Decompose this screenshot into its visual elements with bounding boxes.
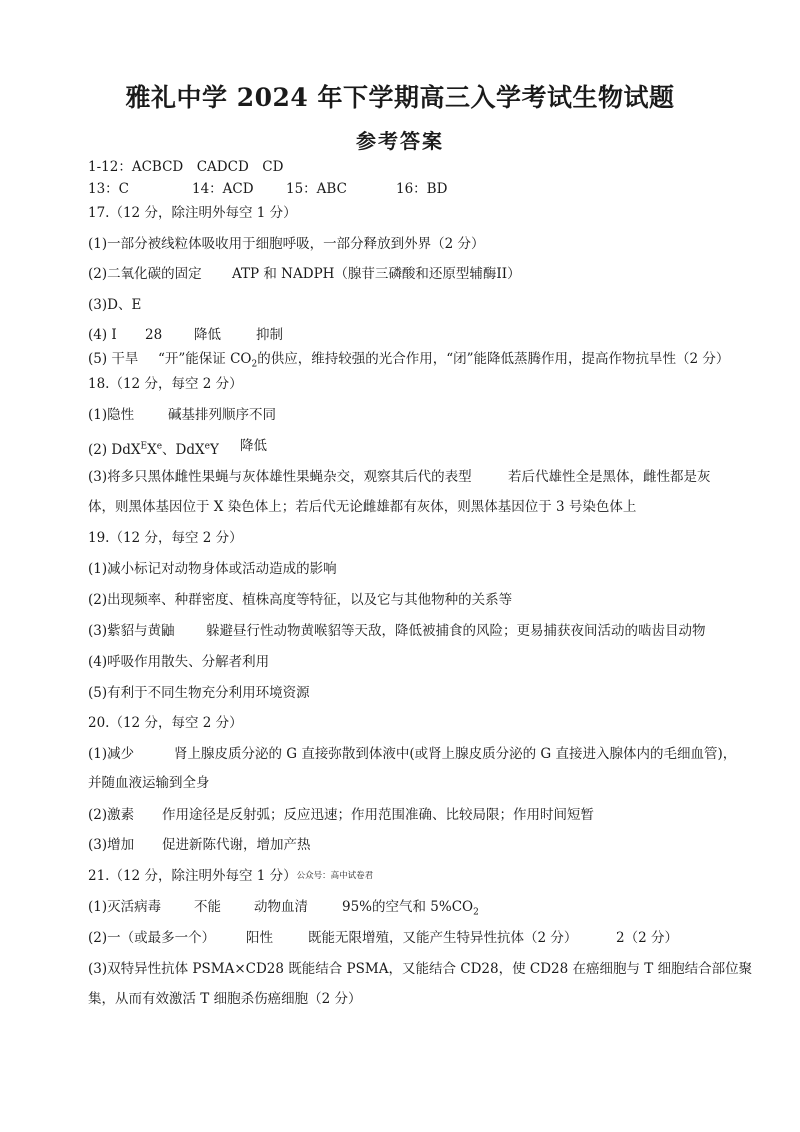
q18-answer-1 bbox=[88, 406, 768, 424]
q17-answer-5 bbox=[88, 350, 768, 368]
q18-a2-genotypes bbox=[88, 442, 219, 458]
q18-a3-part1: (3)将多只黑体雌性果蝇与灰体雄性果蝇杂交，观察其后代的表型 bbox=[88, 469, 472, 485]
q19-answer-1: (1)减小标记对动物身体或活动造成的影响 bbox=[88, 561, 337, 577]
q19-answer-4: (4)呼吸作用散失、分解者利用 bbox=[88, 654, 270, 670]
q21-a1-part3: 动物血清 bbox=[254, 899, 308, 915]
q21-answer-2 bbox=[88, 929, 768, 947]
q18-a2-t3: 、DdX bbox=[162, 441, 205, 458]
q18-answer-3-line2: 体，则黑体基因位于 X 染色体上；若后代无论雌雄都有灰体，则黑体基因位于 3 号染色体上 bbox=[88, 499, 637, 515]
q21-a2-part1: (2)一（或最多一个） bbox=[88, 930, 216, 946]
q18-answer-3-line1 bbox=[88, 468, 768, 486]
answer-14: 14：ACD bbox=[192, 181, 254, 197]
q19-answer-5: (5)有利于不同生物充分利用环境资源 bbox=[88, 685, 310, 701]
q21-a1-part4 bbox=[342, 898, 479, 922]
q21-a1-part2: 不能 bbox=[194, 899, 221, 915]
q20-a2-part2: 作用途径是反射弧；反应迅速；作用范围准确、比较局限；作用时间短暂 bbox=[162, 807, 594, 823]
answer-13: 13：C bbox=[88, 181, 130, 197]
q20-a1-part2: 肾上腺皮质分泌的 G 直接弥散到体液中(或肾上腺皮质分泌的 G 直接进入腺体内的毛细血管)， bbox=[174, 746, 737, 762]
q20-answer-3 bbox=[88, 836, 768, 854]
q17-a4-part1: (4) I bbox=[88, 327, 117, 343]
q18-a2-sup3: e bbox=[204, 441, 210, 451]
q21-a2-part2: 阳性 bbox=[246, 930, 273, 946]
q18-answer-2 bbox=[88, 437, 768, 459]
q18-a2-sup2: e bbox=[156, 441, 163, 451]
q21-answer-1 bbox=[88, 898, 768, 916]
q21-answer-3-line2: 集，从而有效激活 T 细胞杀伤癌细胞（2 分） bbox=[88, 991, 362, 1007]
q17-a5-text-a: “开”能保证 CO bbox=[158, 351, 252, 367]
q18-a1-part1: (1)隐性 bbox=[88, 407, 135, 423]
q18-a3-part2: 若后代雄性全是黑体，雌性都是灰 bbox=[508, 469, 711, 485]
q21-a1-text: 95%的空气和 5%CO bbox=[342, 899, 474, 915]
q17-a5-part1: (5) 干旱 bbox=[88, 351, 139, 367]
q17-header: 17.（12 分，除注明外每空 1 分） bbox=[88, 205, 297, 221]
q20-a3-part2: 促进新陈代谢，增加产热 bbox=[162, 837, 311, 853]
q17-a5-part2 bbox=[158, 350, 729, 374]
q17-a4-part2: 28 bbox=[145, 327, 163, 343]
q18-a2-t4: Y bbox=[209, 441, 219, 458]
q17-a2-part2: ATP 和 NADPH（腺苷三磷酸和还原型辅酶II） bbox=[232, 266, 521, 282]
q18-header: 18.（12 分，每空 2 分） bbox=[88, 376, 243, 392]
document-title: 雅礼中学 2024 年下学期高三入学考试生物试题 bbox=[125, 83, 675, 112]
q21-header-note: 公众号：高中试卷君 bbox=[296, 871, 374, 881]
q19-a3-part1: (3)紫貂与黄鼬 bbox=[88, 623, 175, 639]
q21-a2-part4: 2（2 分） bbox=[616, 930, 678, 946]
q17-answer-4 bbox=[88, 326, 768, 344]
q19-a3-part2: 躲避昼行性动物黄喉貂等天敌，降低被捕食的风险；更易捕获夜间活动的啮齿目动物 bbox=[206, 623, 706, 639]
q18-a1-part2: 碱基排列顺序不同 bbox=[168, 407, 276, 423]
q17-answer-3: (3)D、E bbox=[88, 297, 142, 313]
q21-header-text: 21.（12 分，除注明外每空 1 分） bbox=[88, 868, 297, 884]
q20-a2-part1: (2)激素 bbox=[88, 807, 135, 823]
q17-a4-part3: 降低 bbox=[194, 327, 221, 343]
q21-answer-3-line1: (3)双特异性抗体 PSMA×CD28 既能结合 PSMA，又能结合 CD28，使 CD28 在癌细胞与 T 细胞结合部位聚 bbox=[88, 961, 753, 977]
q20-a1-part1: (1)减少 bbox=[88, 746, 135, 762]
q18-a2-t2: X bbox=[147, 441, 157, 458]
q17-answer-1: (1)一部分被线粒体吸收用于细胞呼吸，一部分释放到外界（2 分） bbox=[88, 236, 485, 252]
q20-header: 20.（12 分，每空 2 分） bbox=[88, 715, 243, 731]
q18-a2-t1: (2) DdX bbox=[88, 441, 141, 458]
q17-a5-text-b: 的供应，维持较强的光合作用，“闭”能降低蒸腾作用，提高作物抗旱性（2 分） bbox=[257, 351, 730, 367]
q18-a2-sup1: E bbox=[140, 441, 148, 451]
q21-a1-part1: (1)灭活病毒 bbox=[88, 899, 162, 915]
q21-a1-subscript: 2 bbox=[473, 907, 479, 918]
q18-a2-part2: 降低 bbox=[240, 438, 267, 454]
q17-a5-subscript: 2 bbox=[251, 359, 258, 370]
q19-answer-2: (2)出现频率、种群密度、植株高度等特征，以及它与其他物种的关系等 bbox=[88, 592, 513, 608]
choice-answers-1-12: 1-12：ACBCD CADCD CD bbox=[88, 159, 284, 175]
q17-a2-part1: (2)二氧化碳的固定 bbox=[88, 266, 202, 282]
q19-header: 19.（12 分，每空 2 分） bbox=[88, 530, 243, 546]
q20-answer-1-line1 bbox=[88, 745, 768, 763]
q17-answer-2 bbox=[88, 265, 768, 283]
q21-header bbox=[88, 867, 768, 887]
q17-a4-part4: 抑制 bbox=[256, 327, 283, 343]
q20-answer-2 bbox=[88, 806, 768, 824]
document-subtitle: 参考答案 bbox=[356, 129, 444, 153]
q21-a2-part3: 既能无限增殖，又能产生特异性抗体（2 分） bbox=[308, 930, 578, 946]
q20-answer-1-line2: 并随血液运输到全身 bbox=[88, 775, 210, 791]
answer-15: 15：ABC bbox=[286, 181, 347, 197]
q19-answer-3 bbox=[88, 622, 768, 640]
q20-a3-part1: (3)增加 bbox=[88, 837, 135, 853]
answer-16: 16：BD bbox=[396, 181, 448, 197]
